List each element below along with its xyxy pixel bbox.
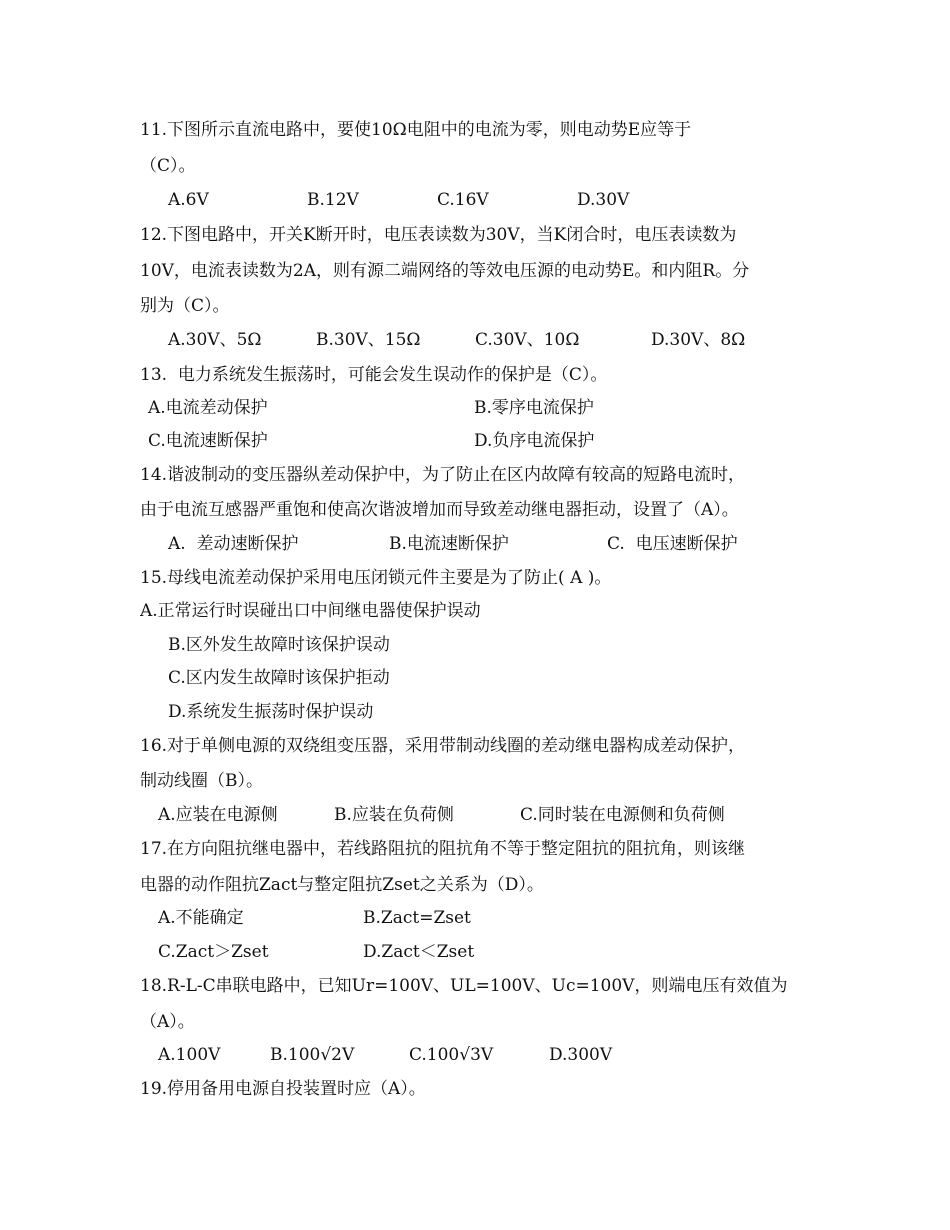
question-17-option-d: D.Zact＜Zset [363,942,475,962]
question-17-line-1: 17.在方向阻抗继电器中，若线路阻抗的阻抗角不等于整定阻抗的阻抗角，则该继 [140,839,746,859]
question-18-option-c: C.100√3V [409,1045,494,1065]
question-12-option-c: C.30V、10Ω [475,330,580,350]
question-18-option-d: D.300V [549,1045,613,1065]
question-13-option-d: D.负序电流保护 [474,431,595,451]
question-18-option-b: B.100√2V [270,1045,355,1065]
question-12-line-3: 别为（C）。 [140,296,230,316]
question-12-option-b: B.30V、15Ω [316,330,421,350]
question-16-option-a: A.应装在电源侧 [158,805,278,825]
question-12-line-1: 12.下图电路中，开关K断开时，电压表读数为30V，当K闭合时，电压表读数为 [140,225,737,245]
question-12-line-2: 10V，电流表读数为2A，则有源二端网络的等效电压源的电动势E。和内阻R。分 [140,261,750,281]
question-18-option-a: A.100V [158,1045,221,1065]
question-18-line-1: 18.R-L-C串联电路中，已知Ur=100V、UL=100V、Uc=100V，则端电压有效值为 [140,976,788,996]
question-11-option-c: C.16V [437,190,489,210]
question-19-line-1: 19.停用备用电源自投装置时应（A）。 [140,1079,426,1099]
question-14-option-a: A. 差动速断保护 [168,534,299,554]
question-16-option-c: C.同时装在电源侧和负荷侧 [520,805,725,825]
question-14-line-2: 由于电流互感器严重饱和使高次谐波增加而导致差动继电器拒动，设置了（A）。 [140,500,739,520]
question-15-option-a: A.正常运行时误碰出口中间继电器使保护误动 [140,601,481,621]
question-17-option-c: C.Zact＞Zset [158,942,269,962]
question-16-line-1: 16.对于单侧电源的双绕组变压器，采用带制动线圈的差动继电器构成差动保护， [140,736,746,756]
question-14-option-b: B.电流速断保护 [389,534,509,554]
question-16-line-2: 制动线圈（B）。 [140,771,263,791]
question-11-option-b: B.12V [307,190,359,210]
question-11-line-1: 11.下图所示直流电路中，要使10Ω电阻中的电流为零，则电动势E应等于 [140,120,692,140]
question-11-option-a: A.6V [168,190,209,210]
question-15-line-1: 15.母线电流差动保护采用电压闭锁元件主要是为了防止( A )。 [140,568,612,588]
question-17-option-a: A.不能确定 [158,908,244,928]
question-13-option-c: C.电流速断保护 [148,431,268,451]
question-15-option-d: D.系统发生振荡时保护误动 [168,702,374,722]
question-16-option-b: B.应装在负荷侧 [334,805,454,825]
question-11-line-2: （C）。 [140,156,196,176]
question-17-line-2: 电器的动作阻抗Zact与整定阻抗Zset之关系为（D）。 [140,875,544,895]
question-14-option-c: C. 电压速断保护 [607,534,738,554]
question-12-option-a: A.30V、5Ω [168,330,262,350]
question-13-line-1: 13. 电力系统发生振荡时，可能会发生误动作的保护是（C）。 [140,365,608,385]
question-17-option-b: B.Zact=Zset [363,908,471,928]
question-15-option-b: B.区外发生故障时该保护误动 [168,635,390,655]
question-15-option-c: C.区内发生故障时该保护拒动 [168,668,390,688]
question-11-option-d: D.30V [577,190,630,210]
question-14-line-1: 14.谐波制动的变压器纵差动保护中，为了防止在区内故障有较高的短路电流时， [140,465,746,485]
question-18-line-2: （A）。 [140,1012,195,1032]
question-12-option-d: D.30V、8Ω [651,330,746,350]
question-13-option-b: B.零序电流保护 [474,398,594,418]
question-13-option-a: A.电流差动保护 [148,398,268,418]
